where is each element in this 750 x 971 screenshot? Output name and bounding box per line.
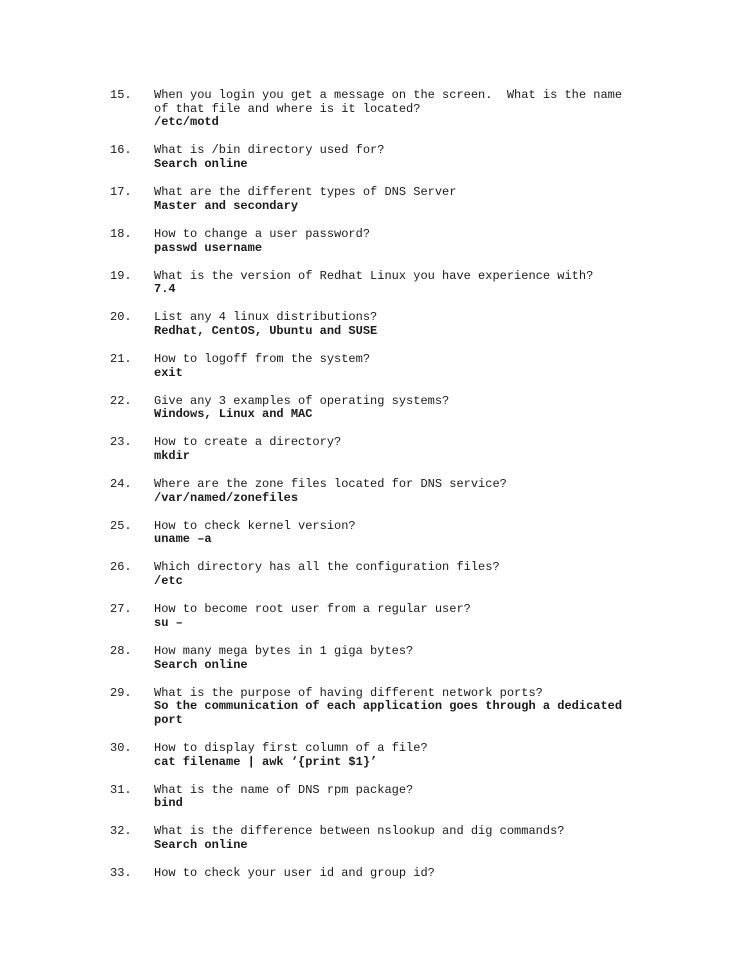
qa-item-20 xyxy=(110,311,670,338)
question-number: 20. xyxy=(110,310,132,325)
question-text: Which directory has all the configuration files? xyxy=(154,560,500,575)
qa-body xyxy=(154,603,670,630)
question-number: 18. xyxy=(110,226,132,241)
question-number: 19. xyxy=(110,268,132,283)
qa-item-26 xyxy=(110,561,670,588)
answer-text: Master and secondary xyxy=(154,198,299,213)
question-text: Where are the zone files located for DNS service? xyxy=(154,477,507,492)
qa-item-29 xyxy=(110,687,670,728)
answer-text: su – xyxy=(154,615,183,630)
question-text: How to display first column of a file? xyxy=(154,740,428,755)
question-text: How to become root user from a regular user? xyxy=(154,602,471,617)
qa-item-16 xyxy=(110,144,670,171)
question-text: What is /bin directory used for? xyxy=(154,143,385,158)
qa-item-18 xyxy=(110,228,670,255)
answer-text: So the communication of each application goes through a dedicated port xyxy=(154,699,623,727)
answer-text: Search online xyxy=(154,838,248,853)
qa-body xyxy=(154,561,670,588)
qa-body xyxy=(154,784,670,811)
answer-text: exit xyxy=(154,365,183,380)
answer-text: Search online xyxy=(154,157,248,172)
answer-text: passwd username xyxy=(154,240,263,255)
answer-text: uname –a xyxy=(154,532,212,547)
question-text: What is the purpose of having different network ports? xyxy=(154,685,543,700)
answer-text: Search online xyxy=(154,657,248,672)
qa-body xyxy=(154,270,670,297)
qa-body xyxy=(154,395,670,422)
qa-item-19 xyxy=(110,270,670,297)
answer-text: bind xyxy=(154,796,183,811)
qa-body xyxy=(154,436,670,463)
question-number: 29. xyxy=(110,685,132,700)
qa-body xyxy=(154,867,670,881)
qa-item-28 xyxy=(110,645,670,672)
question-text: List any 4 linux distributions? xyxy=(154,310,378,325)
question-number: 33. xyxy=(110,866,132,881)
question-text: How many mega bytes in 1 giga bytes? xyxy=(154,643,414,658)
qa-item-31 xyxy=(110,784,670,811)
qa-body xyxy=(154,478,670,505)
question-number: 28. xyxy=(110,643,132,658)
qa-item-30 xyxy=(110,742,670,769)
question-number: 23. xyxy=(110,435,132,450)
qa-item-22 xyxy=(110,395,670,422)
qa-item-17 xyxy=(110,186,670,213)
qa-body xyxy=(154,228,670,255)
question-number: 32. xyxy=(110,824,132,839)
qa-body xyxy=(154,687,670,728)
qa-body xyxy=(154,353,670,380)
answer-text: Redhat, CentOS, Ubuntu and SUSE xyxy=(154,323,378,338)
qa-body xyxy=(154,520,670,547)
answer-text: /etc xyxy=(154,574,183,589)
qa-item-32 xyxy=(110,825,670,852)
question-number: 26. xyxy=(110,560,132,575)
qa-body xyxy=(154,186,670,213)
question-number: 30. xyxy=(110,740,132,755)
qa-item-23 xyxy=(110,436,670,463)
question-number: 31. xyxy=(110,782,132,797)
qa-item-15 xyxy=(110,89,670,130)
question-text: Give any 3 examples of operating systems? xyxy=(154,393,450,408)
question-text: What is the difference between nslookup and dig commands? xyxy=(154,824,565,839)
question-text: How to create a directory? xyxy=(154,435,342,450)
question-number: 22. xyxy=(110,393,132,408)
question-number: 25. xyxy=(110,518,132,533)
question-text: What is the version of Redhat Linux you have experience with? xyxy=(154,268,594,283)
qa-body xyxy=(154,742,670,769)
answer-text: Windows, Linux and MAC xyxy=(154,407,313,422)
question-number: 21. xyxy=(110,351,132,366)
question-text: How to change a user password? xyxy=(154,226,371,241)
qa-list xyxy=(110,89,670,895)
question-text: How to check kernel version? xyxy=(154,518,356,533)
qa-body xyxy=(154,311,670,338)
qa-item-27 xyxy=(110,603,670,630)
question-text: When you login you get a message on the screen. What is the name of that file and where is it located? xyxy=(154,88,623,116)
qa-item-33 xyxy=(110,867,670,881)
qa-item-21 xyxy=(110,353,670,380)
question-text: How to logoff from the system? xyxy=(154,351,371,366)
qa-item-24 xyxy=(110,478,670,505)
question-text: What is the name of DNS rpm package? xyxy=(154,782,414,797)
answer-text: cat filename | awk ‘{print $1}’ xyxy=(154,754,378,769)
answer-text: mkdir xyxy=(154,449,191,464)
qa-body xyxy=(154,89,670,130)
question-text: What are the different types of DNS Server xyxy=(154,185,457,200)
qa-body xyxy=(154,645,670,672)
answer-text: /var/named/zonefiles xyxy=(154,490,299,505)
question-number: 16. xyxy=(110,143,132,158)
qa-item-25 xyxy=(110,520,670,547)
question-number: 24. xyxy=(110,477,132,492)
question-number: 27. xyxy=(110,602,132,617)
answer-text: 7.4 xyxy=(154,282,176,297)
question-number: 15. xyxy=(110,88,132,102)
question-text: How to check your user id and group id? xyxy=(154,866,435,881)
qa-body xyxy=(154,825,670,852)
question-number: 17. xyxy=(110,185,132,200)
qa-body xyxy=(154,144,670,171)
answer-text: /etc/motd xyxy=(154,115,219,130)
